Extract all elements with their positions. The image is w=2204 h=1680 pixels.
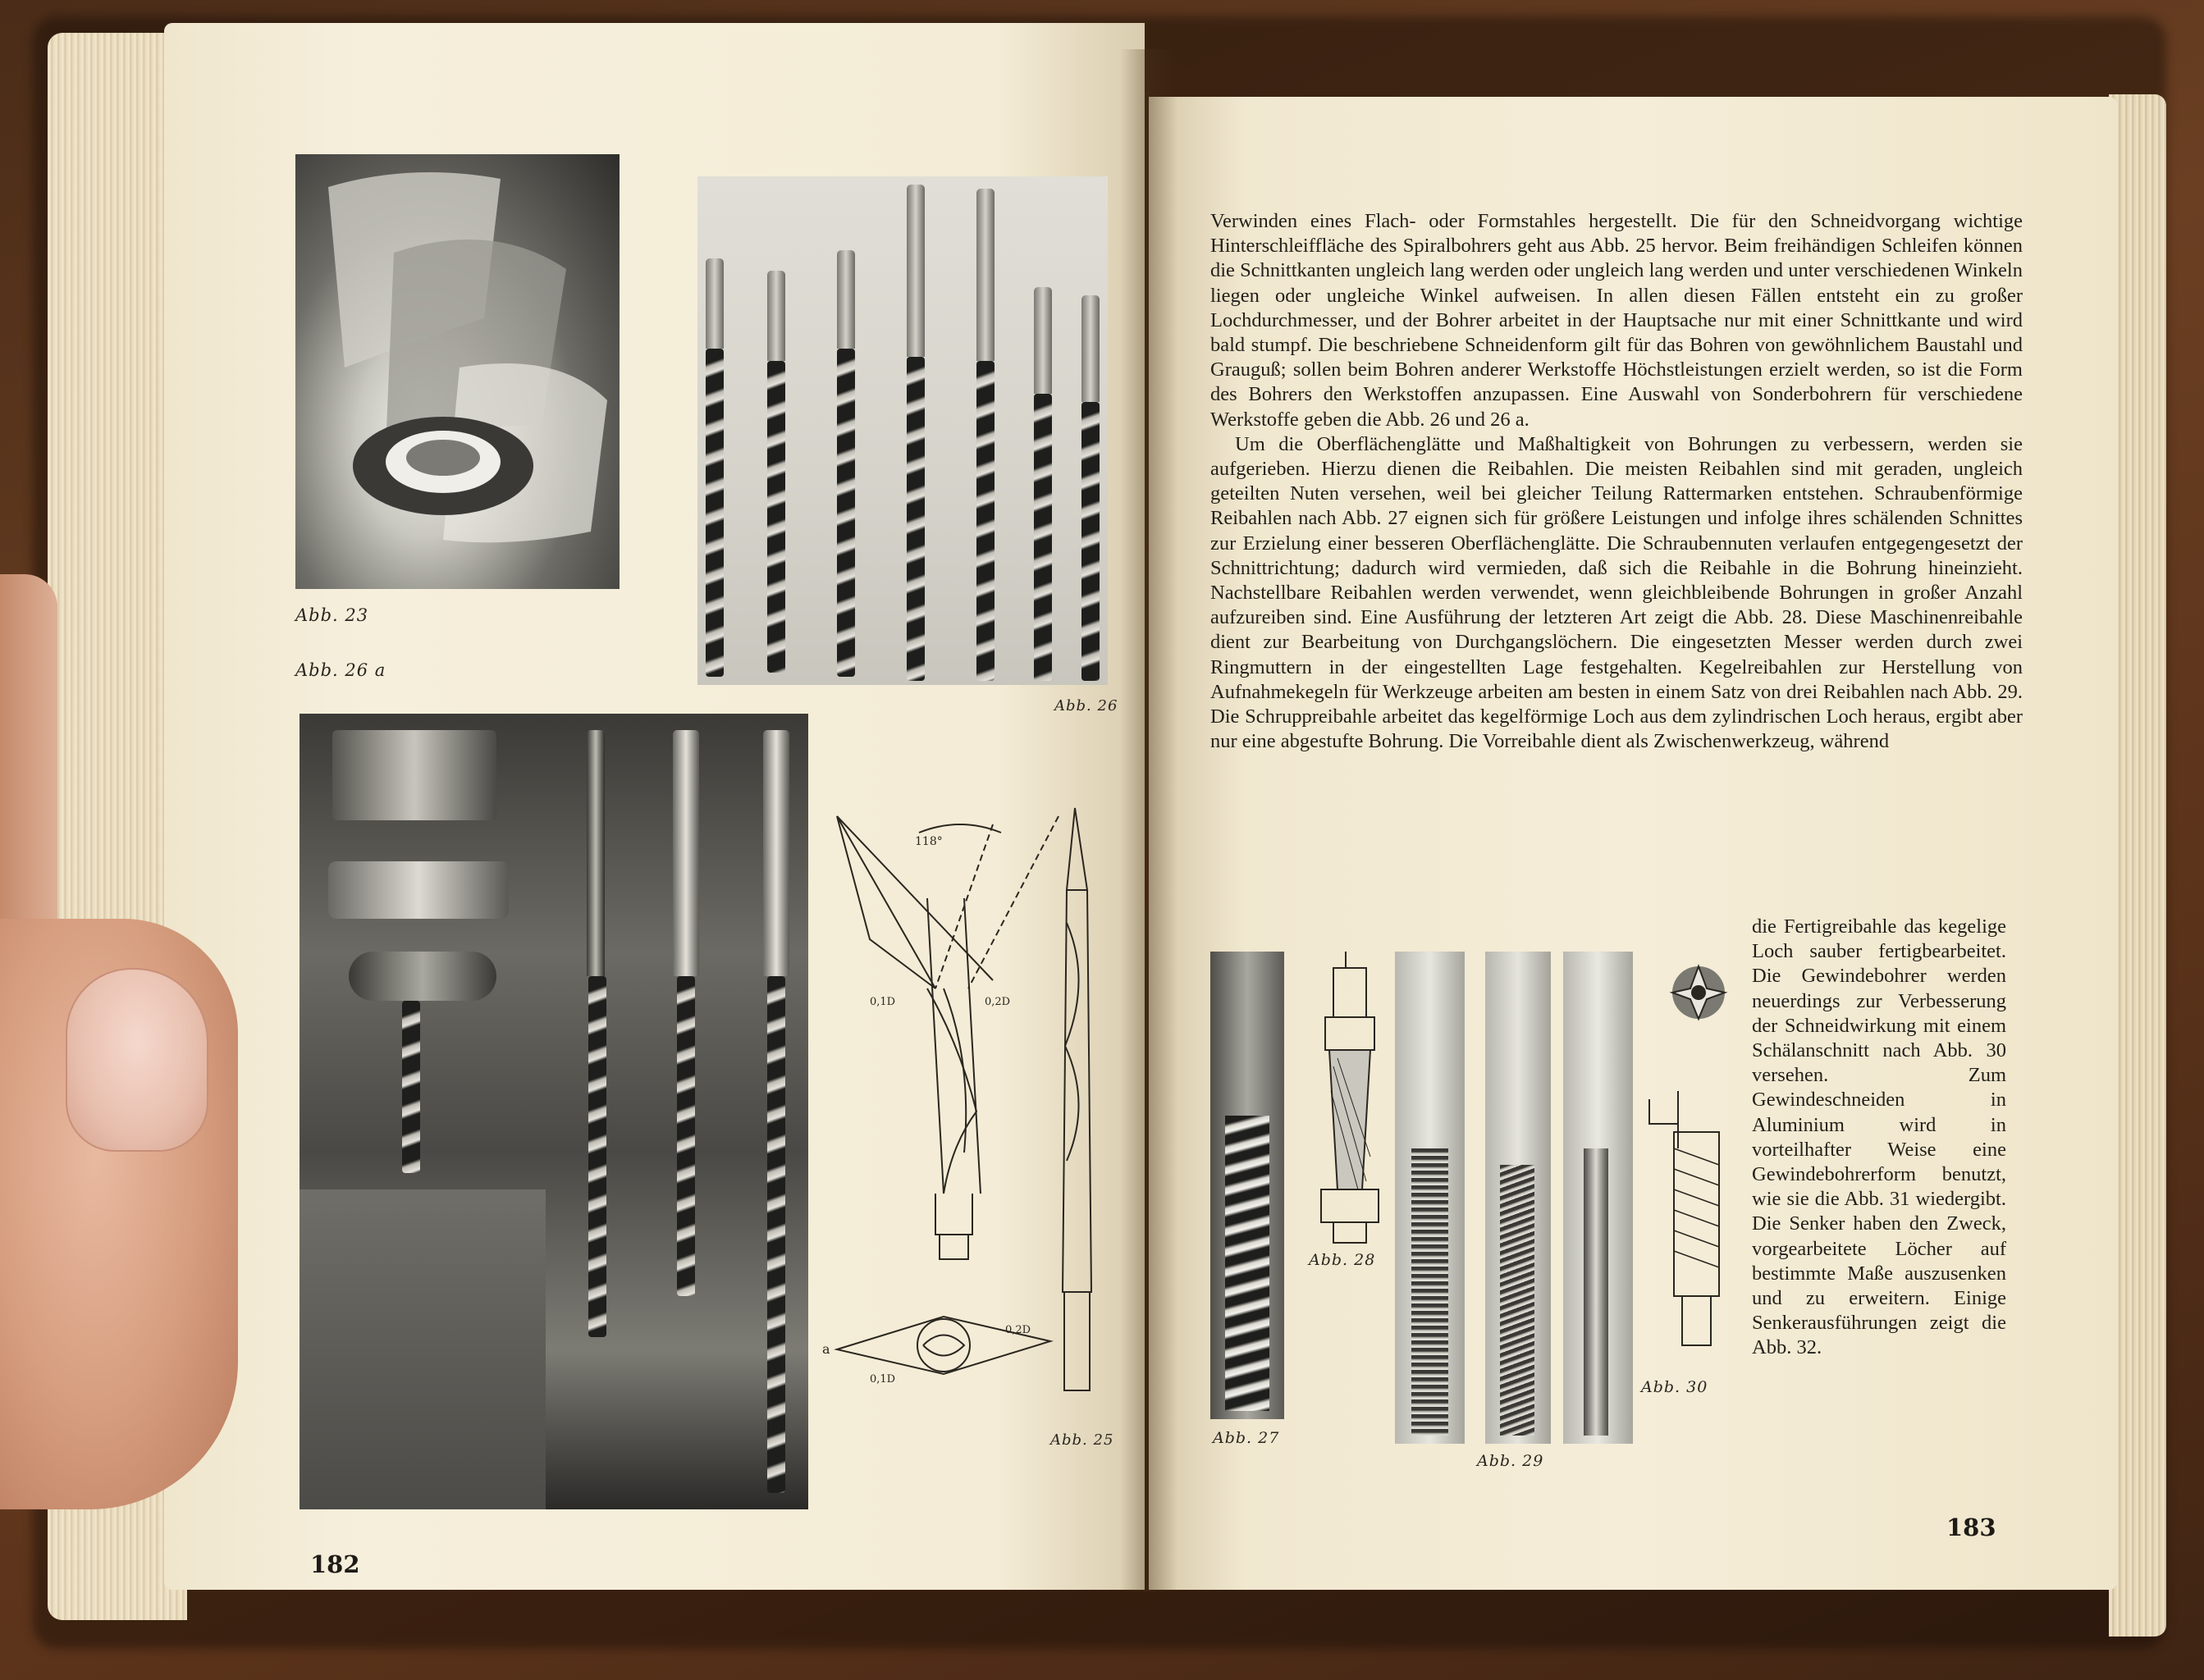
angle-label: 118°: [915, 835, 943, 848]
figure-23-photo: [295, 154, 620, 589]
drill-bit: [706, 349, 724, 677]
drill-shank: [673, 730, 699, 976]
figure-27-reamer: [1210, 952, 1284, 1419]
drill-press-chuck: [328, 861, 509, 919]
drill-shank: [763, 730, 789, 976]
dim-label-1: 0,1D: [870, 1373, 896, 1386]
reamer-flutes: [1225, 1116, 1269, 1411]
drill-bit: [677, 976, 695, 1296]
cutter-illustration: [295, 154, 620, 589]
figure-30-tap-end-view: [1662, 960, 1735, 1025]
dim-label-3: 0,1D: [870, 996, 896, 1008]
drill-bit: [402, 1001, 420, 1173]
drill-bit: [588, 976, 606, 1337]
caption-fig27: Abb. 27: [1213, 1429, 1280, 1447]
caption-fig26a: Abb. 26 a: [295, 660, 386, 680]
figure-30-tap-drawing: [1641, 1091, 1740, 1362]
figure-28-adjustable-reamer: [1313, 952, 1387, 1247]
drill-shank: [1034, 287, 1052, 394]
paragraph-2: Um die Oberflächenglätte und Maßhaltigkeit von Bohrungen zu verbessern, werden sie aufgerieben. Hierzu dienen die Reibahlen. Die meisten Reibahlen sind mit geraden, ungleich geteilten Nuten versehen, weil bei gleicher Teilung Rattermarken entstehen. Schraubenförmige Reibahlen nach Abb. 27 eignen sich für größere Leistungen und infolge ihres schälenden Schnittes zur Erzielung einer besseren Oberflächenglätte. Die Schraubennuten verlaufen entgegengesetzt der Schnittrichtung; dadurch wird vermieden, daß sich die Reibahle in die Bohrung hineinzieht. Nachstellbare Reibahlen werden verwendet, wenn gleichbleibende Bohrungen in großer Anzahl aufzureiben sind. Eine Ausführung der letzteren Art zeigt die Abb. 28. Diese Maschinenreibahle dient zur Bearbeitung von Durchgangslöchern. Die eingesetzten Messer werden durch zwei Ringmuttern in der eingestellten Lage festgehalten. Kegelreibahlen zur Herstellung von Aufnahmekegeln für Werkzeuge arbeiten am besten in einem Satz von drei Reibahlen nach Abb. 29. Die Schruppreibahle arbeitet das kegelförmige Loch aus dem zylindrischen Loch heraus, ergibt aber nur eine abgestufte Bohrung. Die Vorreibahle dient als Zwischenwerkzeug, während: [1210, 432, 2023, 753]
dim-label-4: 0,2D: [985, 996, 1011, 1008]
dim-label-2: 0,2D: [1005, 1324, 1031, 1336]
drill-bit: [767, 361, 785, 673]
adjustable-reamer-drawing: [1313, 952, 1387, 1247]
drill-bit: [837, 349, 855, 677]
reamer-taper: [1500, 1165, 1534, 1436]
drill-bit: [1034, 394, 1052, 681]
page-number-right: 183: [1946, 1513, 1996, 1541]
drill-press-collar: [349, 952, 496, 1001]
drill-geometry-diagram: [821, 800, 1116, 1423]
thumbnail: [66, 968, 208, 1152]
caption-fig25: Abb. 25: [1050, 1431, 1114, 1449]
caption-fig30: Abb. 30: [1641, 1378, 1708, 1396]
page-number-left: 182: [310, 1550, 360, 1578]
paragraph-1: Verwinden eines Flach- oder Formstahles hergestellt. Die für den Schneidvorgang wichtige Hinterschleiffläche des Spiralbohrers geht aus Abb. 25 hervor. Beim freihändigen Schleifen können die Schnittkanten ungleich lang werden oder ungleich lang werden und unter verschiedenen Winkeln liegen oder ungleiche Winkel aufweisen. In allen diesen Fällen entsteht ein zu großer Lochdurchmesser, und der Bohrer arbeitet in der Hauptsache nur mit einer Schnittkante und wird bald stumpf. Die beschriebene Schneidenform gilt für das Bohren von gewöhnlichem Baustahl und Grauguß; sollen beim Bohren anderer Werkstoffe Höchstleistungen erzielt werden, so ist die Form des Bohrers den Werkstoffen anzupassen. Eine Auswahl von Sonderbohrern für verschiedene Werkstoffe geben die Abb. 26 und 26 a.: [1210, 210, 2023, 431]
drill-shank: [587, 730, 605, 976]
tap-drawing: [1641, 1091, 1740, 1362]
point-label-a: a: [822, 1341, 830, 1357]
right-page-body-text: [1210, 209, 2023, 754]
figure-26a-photo: [300, 714, 808, 1509]
page-edges-right: [2109, 94, 2166, 1637]
caption-fig26: Abb. 26: [1054, 697, 1118, 714]
tap-cross-section: [1662, 960, 1735, 1025]
drill-shank: [767, 271, 785, 361]
narrow-paragraph: die Fertigreibahle das kegelige Loch sauber fertigbearbeitet. Die Gewindebohrer werden neuerdings zur Verbesserung der Schneidwirkung mit einem Schälanschnitt nach Abb. 30 versehen. Zum Gewindeschneiden in Aluminium wird in vorteilhafter Weise eine Gewindebohrerform benutzt, wie sie die Abb. 31 wiedergibt. Die Senker haben den Zweck, vorgearbeitete Löcher auf bestimmte Maße auszusenken und zu erweitern. Einige Senkerausführungen zeigt die Abb. 32.: [1752, 915, 2006, 1359]
drill-shank: [1081, 295, 1100, 402]
drill-press-spindle: [332, 730, 496, 820]
drill-shank: [907, 185, 925, 357]
reamer-taper: [1411, 1148, 1448, 1436]
right-page-narrow-column: [1752, 915, 2006, 1361]
drill-shank: [706, 258, 724, 349]
figure-26-photo: [697, 176, 1108, 685]
figure-25-diagram: [821, 800, 1116, 1423]
workpiece-block: [300, 1189, 546, 1509]
reamer-taper: [1584, 1148, 1608, 1436]
drill-shank: [837, 250, 855, 349]
drill-bit: [1081, 402, 1100, 681]
drill-bit: [907, 357, 925, 681]
caption-fig29: Abb. 29: [1477, 1452, 1544, 1470]
figure-29-reamer-1: [1395, 952, 1465, 1444]
caption-fig28: Abb. 28: [1309, 1251, 1376, 1269]
book-gutter: [1120, 49, 1177, 1591]
figure-29-reamer-3: [1563, 952, 1633, 1444]
drill-bit: [767, 976, 785, 1493]
figure-29-reamer-2: [1485, 952, 1551, 1444]
drill-bit: [976, 361, 995, 681]
drill-shank: [976, 189, 995, 361]
caption-fig23: Abb. 23: [295, 605, 369, 625]
